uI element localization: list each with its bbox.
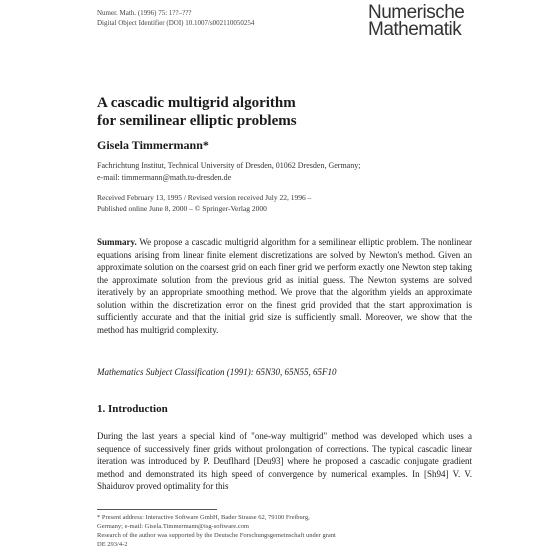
title-line-2: for semilinear elliptic problems: [97, 113, 297, 129]
footnote-line-2: Germany; e-mail: Gisela.Timmermann@isg-software.com: [97, 523, 249, 530]
abstract-text: We propose a cascadic multigrid algorithm for a semilinear elliptic problem. The nonlinear equations arising from linear finite element discretizations are solved by Newton's method. Given an approximate solution on the coarsest grid on each finer grid we perform exactly one Newton step taking the approximate solution from the previous grid as initial guess. The Newton systems are solved iteratively by an appropriate smoothing method. We prove that the algorithm yields an approximate solution within the discretization error on the finest grid provided that the start approximation is sufficiently accurate and that the initial grid size is sufficiently small. Moreover, we show that the method has multigrid complexity.: [97, 237, 472, 335]
logo-line-1: Numerische: [368, 2, 465, 23]
footnote-divider: [97, 509, 217, 510]
doi-line: Digital Object Identifier (DOI) 10.1007/s002110050254: [97, 19, 255, 27]
received-date: Received February 13, 1995 / Revised version received July 22, 1996 –: [97, 193, 312, 202]
footnote-line-3: Research of the author was supported by the Deutsche Forschungsgemeinschaft under grant: [97, 532, 336, 539]
logo-line-2: Mathematik: [368, 19, 462, 40]
footnote: [97, 513, 472, 549]
section-number: 1.: [97, 403, 106, 415]
section-heading: [97, 403, 168, 415]
journal-citation: Numer. Math. (1996) 75: 1??–???: [97, 9, 192, 17]
section-title: Introduction: [108, 403, 168, 415]
introduction-text: During the last years a special kind of "one-way multigrid" method was developed which uses a sequence of successively finer grids without prolongation of corrections. The typical cascadic linear iteration was introduced by P. Deuflhard [Deu93] where he proposed a cascadic conjugate gradient method and demonstrated its high speed of convergence by numerical examples. In [Sh94] V. V. Shaidurov proved optimality for this: [97, 431, 472, 491]
affiliation-email: e-mail: timmermann@math.tu-dresden.de: [97, 173, 232, 182]
paper-title: [97, 94, 477, 130]
publication-dates: [97, 192, 472, 214]
journal-header: [97, 8, 254, 28]
footnote-line-1: * Present address: Interactive Software GmbH, Bader Strasse 62, 79100 Freiburg,: [97, 514, 310, 521]
published-date: Published online June 8, 2000 – © Springer-Verlag 2000: [97, 204, 267, 213]
affiliation-line-1: Fachrichtung Institut, Technical University of Dresden, 01062 Dresden, Germany;: [97, 161, 361, 170]
author-name: Gisela Timmermann*: [97, 138, 209, 152]
footnote-line-4: DE 293/4-2: [97, 541, 128, 548]
affiliation: [97, 160, 472, 184]
title-line-1: A cascadic multigrid algorithm: [97, 95, 296, 111]
abstract: [97, 236, 472, 336]
abstract-label: Summary.: [97, 237, 137, 247]
journal-logo: [368, 4, 468, 38]
subject-classification: Mathematics Subject Classification (1991): 65N30, 65N55, 65F10: [97, 367, 337, 377]
